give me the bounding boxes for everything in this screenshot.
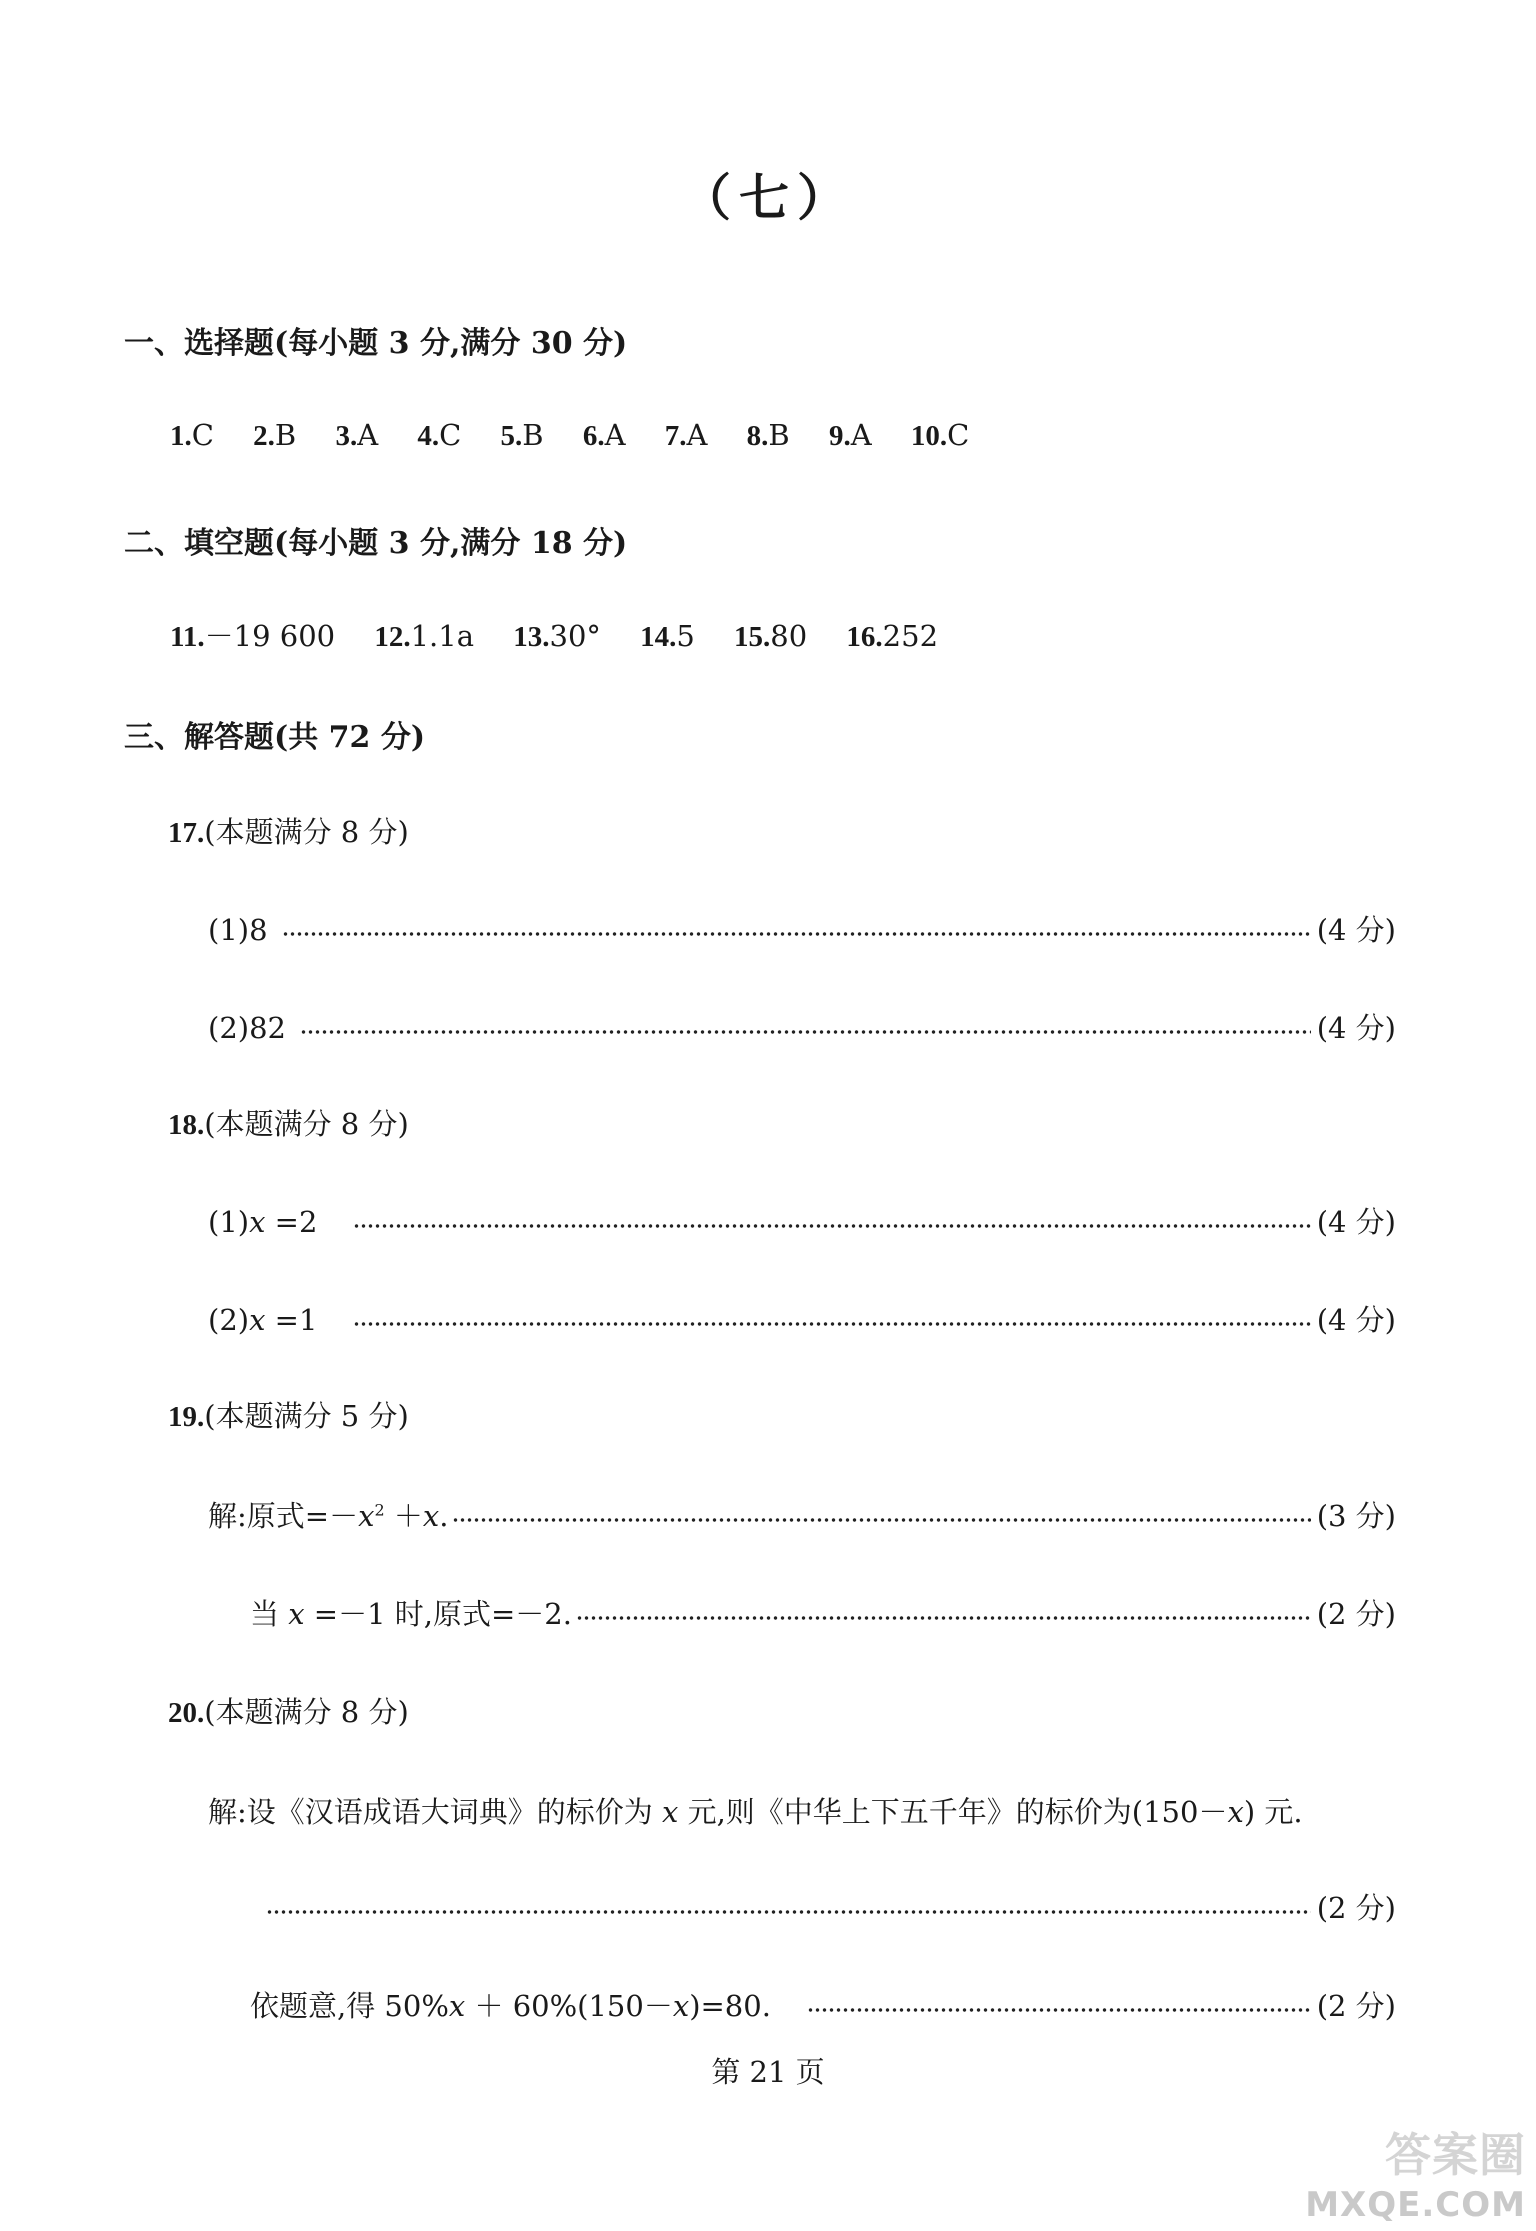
fill-answer: 15.80 [734,619,808,653]
leader-dots [576,1616,1311,1620]
leader-dots [353,1224,1310,1228]
leader-dots [353,1322,1310,1326]
q20-line-1: 解:设《汉语成语大词典》的标价为 x 元,则《中华上下五千年》的标价为(150－x) 元. [208,1795,1303,1829]
q19-line-1: 解:原式$=-x^2 +x$. (3 分) [208,1499,1396,1533]
q20-line-2: (2 分) [266,1886,1396,1927]
watermark-logo: 答案圈 MXQE.COM [1305,2128,1526,2225]
fill-answer: 16.252 [846,619,939,653]
q18-line-2: (2)x =1 (4 分) [208,1303,1396,1337]
choice-answer: 9.A [828,418,872,452]
choice-answer: 4.C [417,418,462,452]
page-title: （七） [681,168,855,227]
leader-dots [452,1518,1310,1522]
choice-answer: 5.B [500,418,544,452]
choice-answer: 7.A [664,418,708,452]
section-fill-heading: 二、填空题(每小题 3 分,满分 18 分) [124,526,628,561]
leader-dots [300,1030,1311,1034]
fill-answer: 11.－19 600 [170,619,336,653]
q17-line-1: (1)8 (4 分) [208,913,1396,947]
choice-answer: 10.C [910,418,970,452]
leader-dots [266,1910,1311,1914]
q20-line-3: 依题意,得 50%x ＋ 60%(150－x)=80. (2 分) [250,1989,1396,2023]
choice-answer: 3.A [335,418,379,452]
q20-heading: 20.(本题满分 8 分) [168,1695,409,1729]
leader-dots [282,932,1311,936]
q17-heading: 17.(本题满分 8 分) [168,815,409,849]
fill-answer: 13.30° [513,619,601,653]
page-number: 第 21 页 [711,2055,825,2089]
q19-heading: 19.(本题满分 5 分) [168,1399,409,1433]
q17-line-2: (2)82 (4 分) [208,1011,1396,1045]
choice-answer: 6.A [582,418,626,452]
choice-answer: 2.B [253,418,297,452]
q19-line-2: 当 x =－1 时,原式=－2. (2 分) [250,1597,1396,1631]
choice-answers [170,418,999,453]
section-choice-heading: 一、选择题(每小题 3 分,满分 30 分) [124,326,628,361]
fill-answers [170,614,968,655]
fill-answer: 14.5 [640,619,695,653]
choice-answer: 1.C [170,418,214,452]
q18-heading: 18.(本题满分 8 分) [168,1107,409,1141]
leader-dots [807,2008,1311,2012]
choice-answer: 8.B [746,418,790,452]
section-solve-heading: 三、解答题(共 72 分) [124,720,426,755]
q18-line-1: (1)x =2 (4 分) [208,1205,1396,1239]
fill-answer: 12.1.1a [374,619,475,653]
